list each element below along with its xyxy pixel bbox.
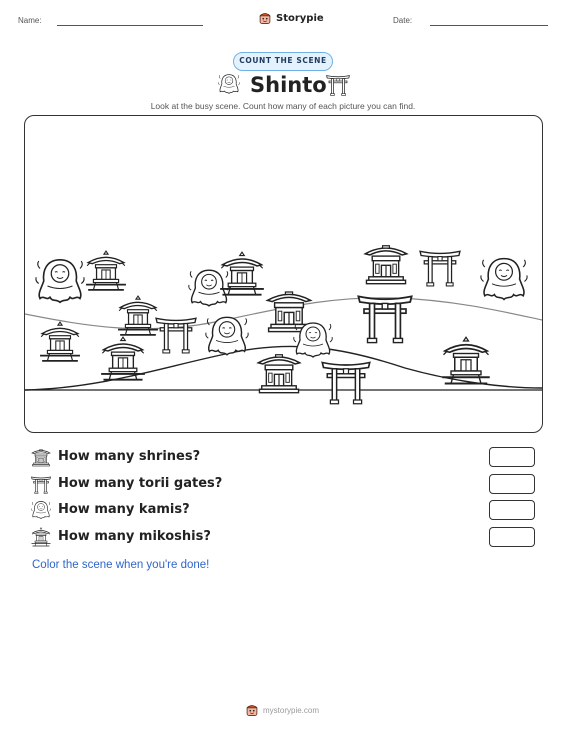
brand-name: Storypie [276,12,324,24]
scene-mikoshi [442,337,490,383]
brand-logo [258,11,324,25]
kami-icon [218,73,240,95]
scene-shrine [365,246,406,284]
answer-box-torii-gates[interactable] [489,474,535,494]
count-the-scene-badge: COUNT THE SCENE [233,52,333,71]
date-field[interactable] [430,25,548,26]
shrine-icon [31,447,51,467]
scene-torii-gate [358,296,411,342]
question-text: How many shrines? [58,449,201,464]
scene-mikoshi [86,251,126,290]
scene-mikoshi [101,337,145,380]
scene-mikoshi [220,252,264,295]
scene-kami [189,270,229,306]
scene-kami [481,259,527,300]
torii-gate-icon [326,72,350,96]
footer [245,703,319,717]
scene-torii-gate [322,363,370,404]
footer-url[interactable]: mystorypie.com [263,705,320,715]
page-title: Shinto [250,73,327,97]
name-label: Name: [18,16,42,25]
torii-gate-icon [31,474,51,494]
answer-box-mikoshis[interactable] [489,527,535,547]
scene-torii-gate [156,318,196,353]
instructions: Look at the busy scene. Count how many of each picture you can find. [150,101,416,111]
answer-box-shrines[interactable] [489,447,535,467]
scene-frame [24,115,543,433]
color-scene-note: Color the scene when you're done! [32,559,210,571]
scene-mikoshi [118,296,158,335]
question-text: How many kamis? [58,502,190,517]
scene-torii-gate [420,251,460,286]
kami-icon [31,500,51,520]
busy-scene [25,116,542,432]
question-text: How many mikoshis? [58,529,211,544]
scene-mikoshi [40,322,80,361]
mascot-icon [245,703,259,717]
question-text: How many torii gates? [58,476,223,491]
mikoshi-icon [31,527,51,547]
date-label: Date: [393,16,413,25]
scene-shrine [258,355,299,393]
name-field[interactable] [57,25,203,26]
scene-kami [36,260,84,303]
mascot-icon [258,11,272,25]
answer-box-kamis[interactable] [489,500,535,520]
